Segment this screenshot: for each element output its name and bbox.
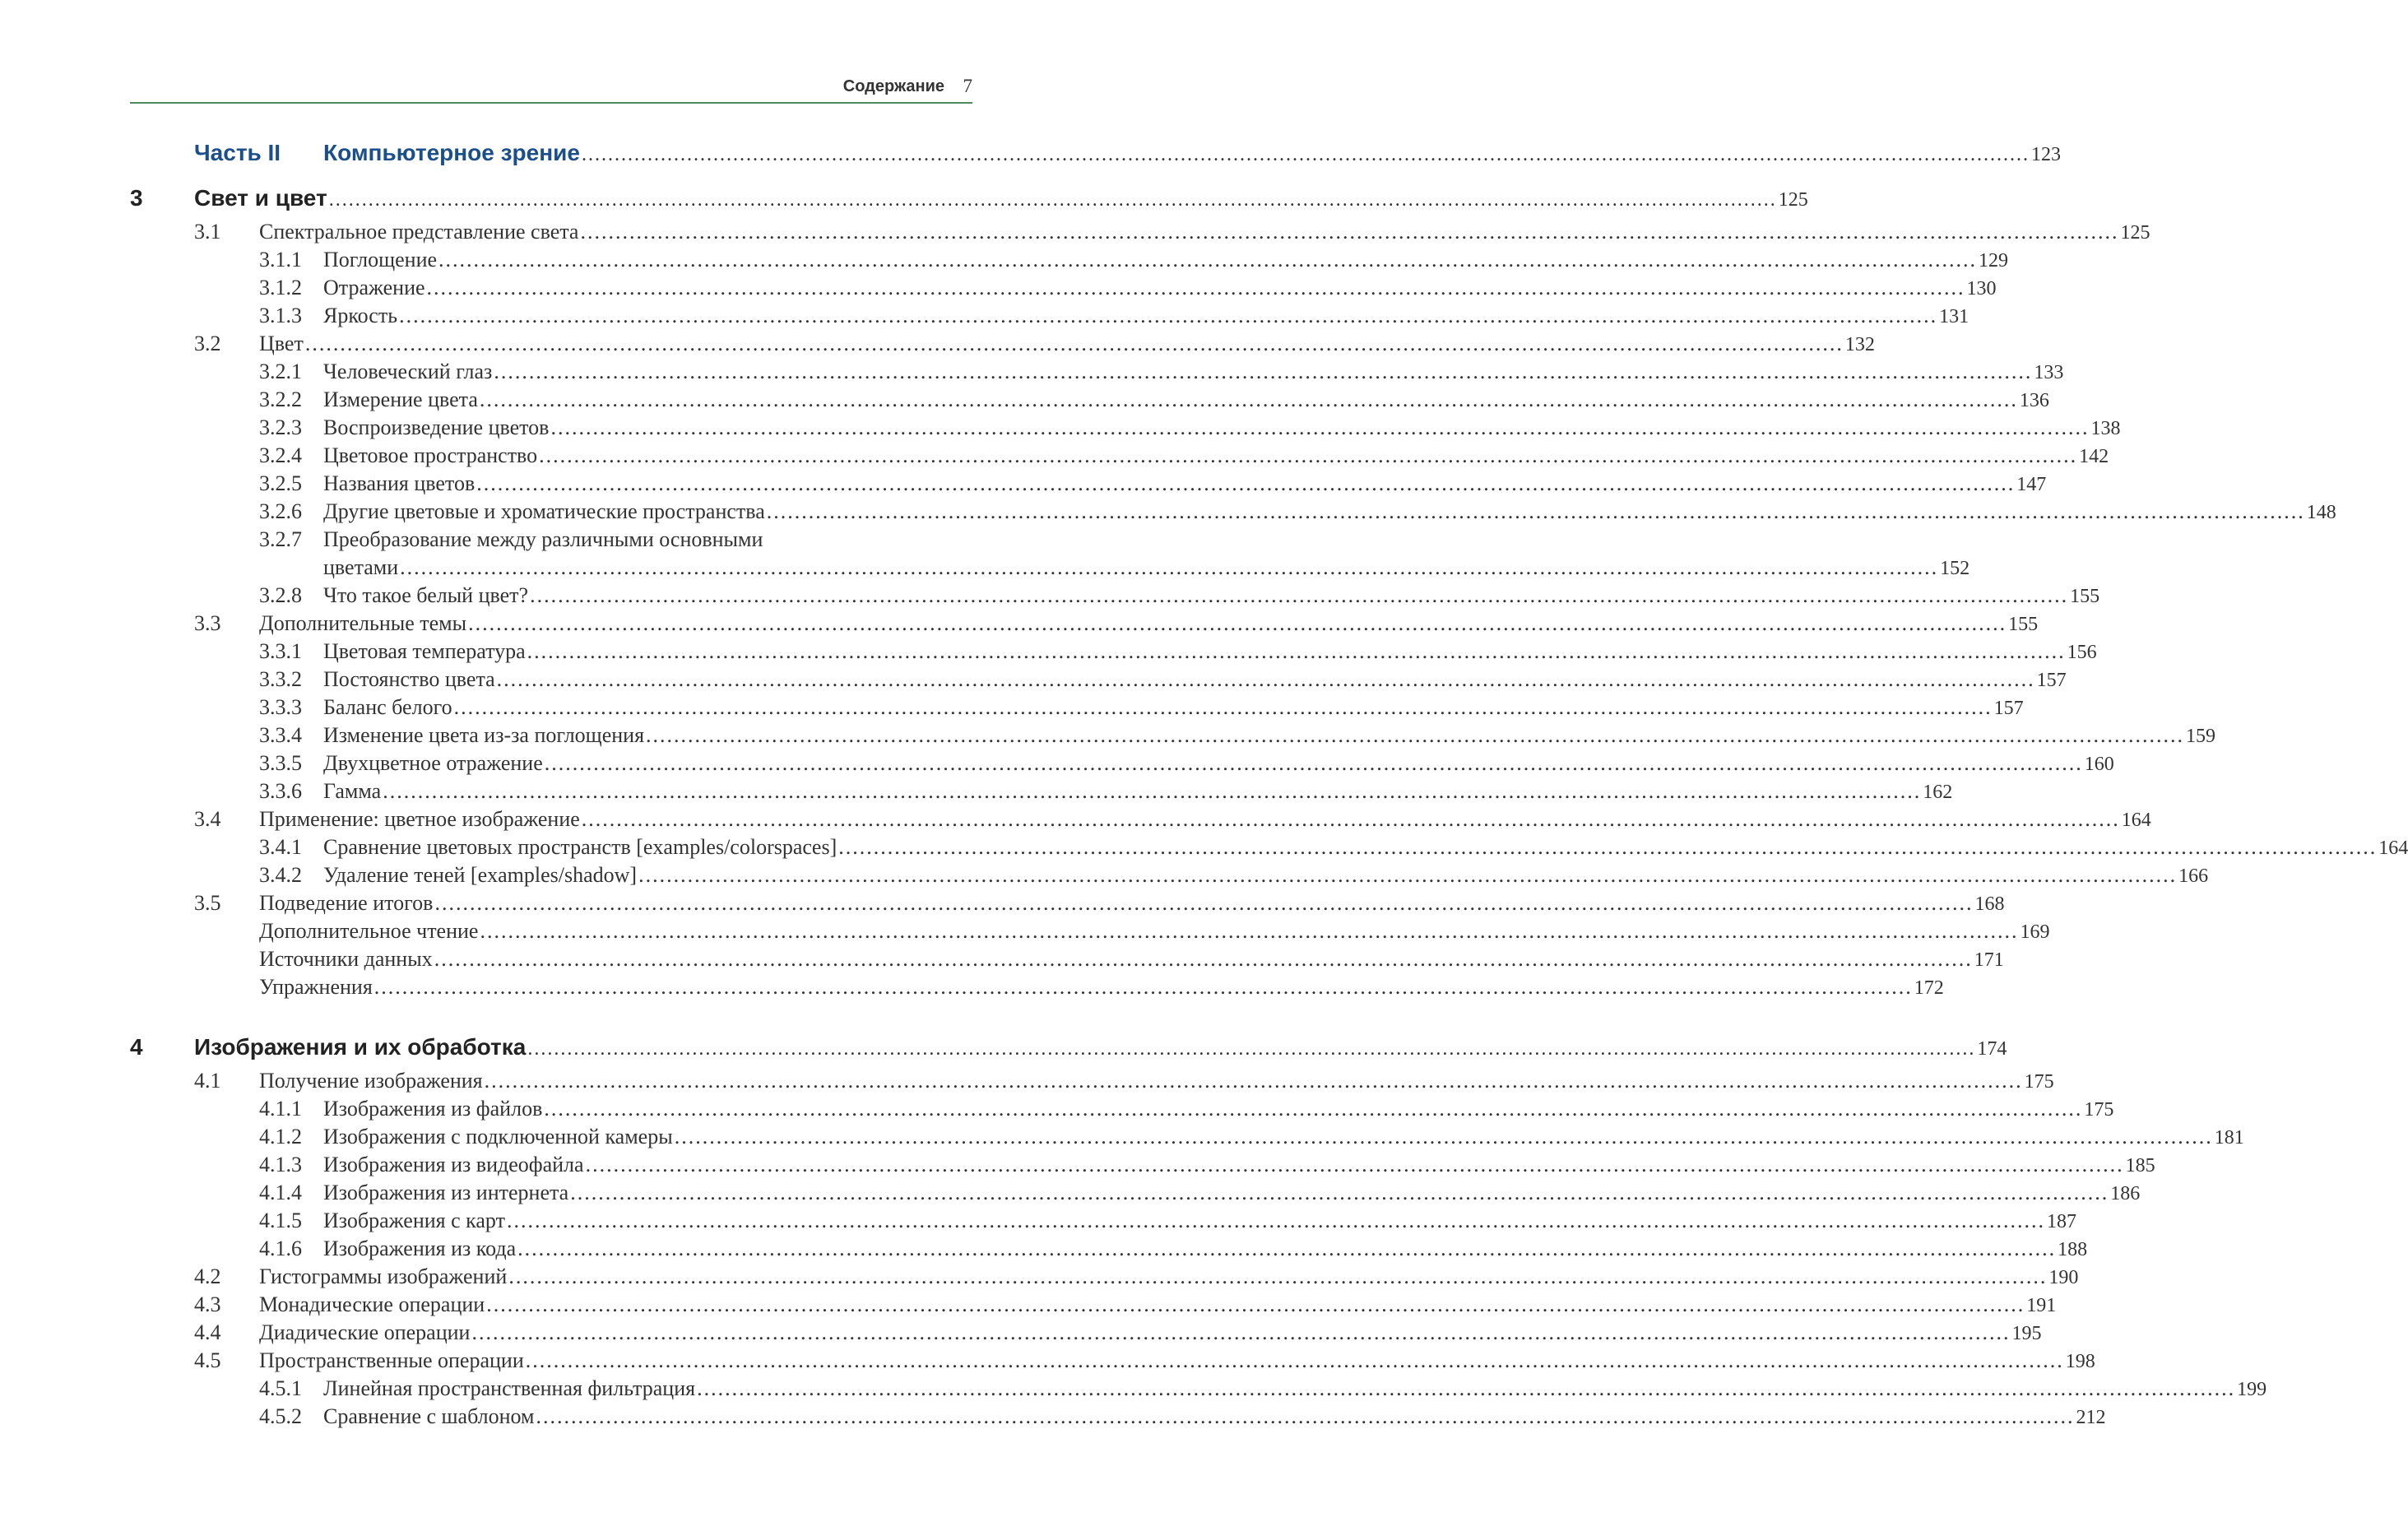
subsection-number: 3.2.5 bbox=[259, 471, 302, 495]
subsection-page: 155 bbox=[2070, 586, 2100, 607]
dot-leader: ............................................................................................................................................................................................................................ bbox=[484, 1069, 2023, 1093]
part-label: Часть II bbox=[194, 140, 281, 165]
subsection-title: Постоянство цвета bbox=[323, 667, 495, 691]
dot-leader: ............................................................................................................................................................................................................................ bbox=[508, 1264, 2048, 1288]
dot-leader: ............................................................................................................................................................................................................................ bbox=[544, 751, 2083, 775]
section-number: 4.1 bbox=[194, 1069, 221, 1093]
dot-leader: ............................................................................................................................................................................................................................ bbox=[468, 611, 2007, 635]
chapter-number: 3 bbox=[130, 185, 143, 211]
section-number: 4.2 bbox=[194, 1264, 221, 1288]
dot-leader: ............................................................................................................................................................................................................................ bbox=[525, 1348, 2064, 1372]
page-number: 7 bbox=[963, 76, 972, 96]
dot-leader: ............................................................................................................................................................................................................................ bbox=[383, 779, 1922, 803]
subsection-title: Измерение цвета bbox=[323, 387, 478, 411]
section-title: Применение: цветное изображение bbox=[259, 807, 580, 831]
toc-section-entry[interactable] bbox=[0, 807, 2151, 833]
dot-leader: ............................................................................................................................................................................................................................ bbox=[479, 387, 2018, 411]
subsection-number: 3.4.1 bbox=[259, 835, 302, 859]
subsection-number: 3.1.2 bbox=[259, 276, 302, 299]
subsection-page: 212 bbox=[2076, 1407, 2106, 1428]
toc-section-entry[interactable] bbox=[0, 975, 1944, 1001]
toc-section-entry[interactable] bbox=[0, 1069, 2054, 1095]
subsection-page: 181 bbox=[2214, 1127, 2244, 1148]
dot-leader: ............................................................................................................................................................................................................................ bbox=[399, 304, 1938, 327]
toc-subsection-entry[interactable] bbox=[0, 1404, 2106, 1431]
subsection-title: Сравнение с шаблоном bbox=[323, 1404, 535, 1428]
subsection-title: Баланс белого bbox=[323, 695, 452, 719]
chapter-page: 174 bbox=[1977, 1038, 2007, 1060]
subsection-number: 3.2.8 bbox=[259, 583, 302, 607]
chapter-page: 125 bbox=[1778, 189, 1808, 211]
subsection-page: 157 bbox=[2036, 670, 2067, 691]
section-number: 4.3 bbox=[194, 1292, 221, 1316]
toc-part-entry[interactable] bbox=[0, 140, 2061, 169]
toc-subsection-entry[interactable] bbox=[0, 751, 2114, 777]
subsection-number: 3.1.3 bbox=[259, 304, 302, 327]
subsection-page: 160 bbox=[2084, 754, 2114, 775]
dot-leader: ............................................................................................................................................................................................................................ bbox=[304, 332, 1844, 355]
section-page: 168 bbox=[1974, 893, 2005, 915]
subsection-title: Другие цветовые и хроматические пространства bbox=[323, 499, 765, 523]
section-page: 169 bbox=[2020, 921, 2050, 943]
subsection-title: Цветовая температура bbox=[323, 639, 526, 663]
section-title: Подведение итогов bbox=[259, 891, 434, 915]
dot-leader: ............................................................................................................................................................................................................................ bbox=[453, 695, 1993, 719]
subsection-page: 131 bbox=[1939, 306, 1970, 327]
toc-subsection-entry[interactable] bbox=[0, 1153, 2155, 1179]
section-page: 195 bbox=[2011, 1323, 2042, 1344]
subsection-number: 3.3.5 bbox=[259, 751, 302, 775]
toc-chapter-entry[interactable] bbox=[0, 185, 1808, 215]
subsection-page: 188 bbox=[2058, 1239, 2088, 1260]
subsection-number: 3.1.1 bbox=[259, 248, 302, 271]
toc-subsection-continuation[interactable] bbox=[0, 555, 1970, 582]
dot-leader: ............................................................................................................................................................................................................................ bbox=[766, 499, 2305, 523]
toc-subsection-entry[interactable] bbox=[0, 863, 2209, 889]
section-number: 3.5 bbox=[194, 891, 221, 915]
dot-leader: ............................................................................................................................................................................................................................ bbox=[494, 360, 2033, 383]
dot-leader: ............................................................................................................................................................................................................................ bbox=[530, 583, 2069, 607]
dot-leader: ............................................................................................................................................................................................................................ bbox=[544, 1097, 2083, 1121]
section-number: 4.4 bbox=[194, 1320, 221, 1344]
toc-subsection-entry[interactable] bbox=[0, 1376, 2267, 1403]
toc-subsection-entry[interactable] bbox=[0, 499, 2336, 526]
dot-leader: ............................................................................................................................................................................................................................ bbox=[581, 807, 2120, 831]
toc-subsection-entry[interactable] bbox=[0, 835, 2408, 861]
subsection-number: 3.4.2 bbox=[259, 863, 302, 887]
dot-leader: ............................................................................................................................................................................................................................ bbox=[438, 248, 1978, 271]
section-number: 4.5 bbox=[194, 1348, 221, 1372]
toc-subsection-entry[interactable] bbox=[0, 471, 2047, 498]
section-page: 190 bbox=[2048, 1267, 2079, 1288]
part-page: 123 bbox=[2030, 144, 2061, 165]
dot-leader: ............................................................................................................................................................................................................................ bbox=[539, 443, 2078, 467]
dot-leader: ............................................................................................................................................................................................................................ bbox=[580, 220, 2119, 244]
toc-section-entry[interactable] bbox=[0, 220, 2150, 246]
subsection-page: 148 bbox=[2306, 502, 2336, 523]
toc-subsection-entry[interactable] bbox=[0, 1181, 2141, 1207]
section-title: Получение изображения bbox=[259, 1069, 483, 1093]
dot-leader: ............................................................................................................................................................................................................................ bbox=[570, 1181, 2109, 1204]
subsection-number: 4.1.4 bbox=[259, 1181, 302, 1204]
toc-subsection-entry[interactable] bbox=[0, 583, 2100, 610]
subsection-page: 157 bbox=[1993, 698, 2024, 719]
dot-leader: ............................................................................................................................................................................................................................ bbox=[838, 835, 2378, 859]
toc-section-entry[interactable] bbox=[0, 947, 2004, 973]
section-number: 3.2 bbox=[194, 332, 221, 355]
dot-leader: ............................................................................................................................................................................................................................ bbox=[471, 1320, 2011, 1344]
subsection-number: 4.1.2 bbox=[259, 1125, 302, 1148]
toc-subsection-entry[interactable] bbox=[0, 723, 2216, 749]
subsection-page: 156 bbox=[2067, 642, 2097, 663]
section-number: 3.4 bbox=[194, 807, 221, 831]
subsection-number: 3.3.1 bbox=[259, 639, 302, 663]
subsection-title: Изображения из интернета bbox=[323, 1181, 569, 1204]
subsection-title: Удаление теней [examples/shadow] bbox=[323, 863, 638, 887]
toc-section-entry[interactable] bbox=[0, 611, 2039, 638]
dot-leader: ............................................................................................................................................................................................................................ bbox=[506, 1209, 2045, 1232]
subsection-title: Сравнение цветовых пространств [examples/colorspaces] bbox=[323, 835, 837, 859]
subsection-page: 133 bbox=[2034, 362, 2064, 383]
toc-section-entry[interactable] bbox=[0, 1292, 2057, 1319]
section-title: Упражнения bbox=[259, 975, 373, 999]
dot-leader: ............................................................................................................................................................................................................................ bbox=[550, 415, 2090, 439]
chapter-title: Свет и цвет bbox=[194, 185, 327, 211]
subsection-page: 136 bbox=[2019, 390, 2049, 411]
dot-leader: ............................................................................................................................................................................................................................ bbox=[536, 1404, 2075, 1428]
dot-leader: ............................................................................................................................................................................................................................ bbox=[496, 667, 2035, 691]
section-title: Дополнительные темы bbox=[259, 611, 467, 635]
subsection-number: 4.1.6 bbox=[259, 1237, 302, 1260]
subsection-number: 4.1.3 bbox=[259, 1153, 302, 1176]
part-title: Компьютерное зрение bbox=[323, 140, 580, 165]
subsection-title: Человеческий глаз bbox=[323, 360, 493, 383]
subsection-number: 3.2.4 bbox=[259, 443, 302, 467]
section-page: 125 bbox=[2120, 222, 2150, 244]
toc-subsection-entry[interactable] bbox=[0, 1125, 2244, 1151]
section-page: 191 bbox=[2026, 1295, 2057, 1316]
dot-leader: ............................................................................................................................................................................................................................ bbox=[328, 189, 1777, 211]
subsection-number: 3.3.2 bbox=[259, 667, 302, 691]
toc-chapter-entry[interactable] bbox=[0, 1034, 2007, 1064]
section-title: Диадические операции bbox=[259, 1320, 471, 1344]
subsection-title: Яркость bbox=[323, 304, 398, 327]
dot-leader: ............................................................................................................................................................................................................................ bbox=[527, 639, 2066, 663]
toc-subsection-entry[interactable] bbox=[0, 527, 1069, 554]
section-page: 164 bbox=[2121, 810, 2151, 831]
section-title: Дополнительное чтение bbox=[259, 919, 479, 943]
subsection-page: 199 bbox=[2237, 1379, 2267, 1400]
dot-leader: ............................................................................................................................................................................................................................ bbox=[486, 1292, 2025, 1316]
subsection-page: 186 bbox=[2110, 1183, 2141, 1204]
dot-leader: ............................................................................................................................................................................................................................ bbox=[434, 891, 1974, 915]
subsection-number: 3.2.1 bbox=[259, 360, 302, 383]
dot-leader: ............................................................................................................................................................................................................................ bbox=[585, 1153, 2124, 1176]
subsection-title: Отражение bbox=[323, 276, 425, 299]
dot-leader: ............................................................................................................................................................................................................................ bbox=[697, 1376, 2236, 1400]
toc-subsection-entry[interactable] bbox=[0, 360, 2064, 386]
toc-subsection-entry[interactable] bbox=[0, 387, 2049, 414]
section-page: 172 bbox=[1914, 977, 1944, 999]
subsection-page: 166 bbox=[2178, 865, 2209, 887]
subsection-title: Цветовое пространство bbox=[323, 443, 538, 467]
dot-leader: ............................................................................................................................................................................................................................ bbox=[527, 1038, 1976, 1060]
dot-leader: ............................................................................................................................................................................................................................ bbox=[646, 723, 2185, 747]
section-number: 3.1 bbox=[194, 220, 221, 244]
dot-leader: ............................................................................................................................................................................................................................ bbox=[400, 555, 1939, 579]
subsection-number: 4.1.1 bbox=[259, 1097, 302, 1121]
subsection-number: 3.2.3 bbox=[259, 415, 302, 439]
subsection-title: Изменение цвета из-за поглощения bbox=[323, 723, 645, 747]
toc-section-entry[interactable] bbox=[0, 1264, 2079, 1291]
dot-leader: ............................................................................................................................................................................................................................ bbox=[581, 144, 2030, 165]
toc-subsection-entry[interactable] bbox=[0, 1237, 2088, 1263]
toc-subsection-entry[interactable] bbox=[0, 1097, 2114, 1123]
subsection-number: 3.3.3 bbox=[259, 695, 302, 719]
chapter-title: Изображения и их обработка bbox=[194, 1034, 527, 1060]
subsection-title: Изображения с подключенной камеры bbox=[323, 1125, 673, 1148]
subsection-page: 138 bbox=[2090, 418, 2121, 439]
section-page: 155 bbox=[2008, 614, 2039, 635]
toc-section-entry[interactable] bbox=[0, 332, 1875, 358]
section-page: 175 bbox=[2024, 1071, 2054, 1093]
toc-subsection-entry[interactable] bbox=[0, 304, 1970, 330]
chapter-number: 4 bbox=[130, 1034, 143, 1060]
toc-subsection-entry[interactable] bbox=[0, 276, 1997, 302]
subsection-page: 164 bbox=[2378, 838, 2408, 859]
dot-leader: ............................................................................................................................................................................................................................ bbox=[434, 947, 1973, 971]
section-title: Спектральное представление света bbox=[259, 220, 579, 244]
section-page: 198 bbox=[2065, 1351, 2095, 1372]
subsection-title: Названия цветов bbox=[323, 471, 476, 495]
section-title: Монадические операции bbox=[259, 1292, 485, 1316]
subsection-title: Изображения из кода bbox=[323, 1237, 517, 1260]
subsection-number: 4.1.5 bbox=[259, 1209, 302, 1232]
subsection-number: 3.2.7 bbox=[259, 527, 302, 551]
subsection-number: 4.5.2 bbox=[259, 1404, 302, 1428]
toc-section-entry[interactable] bbox=[0, 919, 2050, 945]
subsection-number: 3.2.2 bbox=[259, 387, 302, 411]
toc-subsection-entry[interactable] bbox=[0, 695, 2024, 722]
toc-section-entry[interactable] bbox=[0, 1320, 2042, 1347]
toc-subsection-entry[interactable] bbox=[0, 415, 2121, 442]
section-number: 3.3 bbox=[194, 611, 221, 635]
subsection-title: Изображения из видеофайла bbox=[323, 1153, 584, 1176]
subsection-page: 159 bbox=[2186, 726, 2216, 747]
toc-subsection-entry[interactable] bbox=[0, 779, 1953, 805]
dot-leader: ............................................................................................................................................................................................................................ bbox=[426, 276, 1965, 299]
section-page: 171 bbox=[1974, 949, 2004, 971]
section-title: Цвет bbox=[259, 332, 304, 355]
toc-subsection-entry[interactable] bbox=[0, 443, 2109, 470]
subsection-title: Гамма bbox=[323, 779, 382, 803]
dot-leader: ............................................................................................................................................................................................................................ bbox=[373, 975, 1913, 999]
subsection-title: Преобразование между различными основными bbox=[323, 527, 763, 551]
toc-section-entry[interactable] bbox=[0, 891, 2005, 917]
dot-leader: ............................................................................................................................................................................................................................ bbox=[638, 863, 2178, 887]
section-title: Источники данных bbox=[259, 947, 433, 971]
toc-section-entry[interactable] bbox=[0, 1348, 2095, 1375]
subsection-page: 162 bbox=[1923, 782, 1953, 803]
toc-subsection-entry[interactable] bbox=[0, 248, 2009, 274]
subsection-title: Что такое белый цвет? bbox=[323, 583, 529, 607]
subsection-number: 4.5.1 bbox=[259, 1376, 302, 1400]
subsection-title: Поглощение bbox=[323, 248, 438, 271]
subsection-page: 129 bbox=[1979, 250, 2009, 271]
subsection-page: 142 bbox=[2079, 446, 2109, 467]
toc-subsection-entry[interactable] bbox=[0, 639, 2097, 666]
subsection-number: 3.3.4 bbox=[259, 723, 302, 747]
section-page: 132 bbox=[1844, 334, 1875, 355]
section-title: Пространственные операции bbox=[259, 1348, 524, 1372]
toc-subsection-entry[interactable] bbox=[0, 667, 2067, 694]
subsection-title: Изображения из файлов bbox=[323, 1097, 543, 1121]
subsection-number: 3.3.6 bbox=[259, 779, 302, 803]
subsection-title: Воспроизведение цветов bbox=[323, 415, 550, 439]
dot-leader: ............................................................................................................................................................................................................................ bbox=[480, 919, 2019, 943]
subsection-page: 187 bbox=[2046, 1211, 2076, 1232]
subsection-page: 175 bbox=[2084, 1099, 2114, 1121]
section-title: Гистограммы изображений bbox=[259, 1264, 508, 1288]
subsection-page: 152 bbox=[1940, 558, 1970, 579]
running-header-title: Содержание bbox=[842, 77, 944, 95]
subsection-title: Двухцветное отражение bbox=[323, 751, 543, 775]
subsection-title-continued: цветами bbox=[323, 555, 399, 579]
subsection-number: 3.2.6 bbox=[259, 499, 302, 523]
subsection-page: 130 bbox=[1966, 278, 1997, 299]
subsection-page: 147 bbox=[2016, 474, 2047, 495]
dot-leader: ............................................................................................................................................................................................................................ bbox=[517, 1237, 2057, 1260]
dot-leader: ............................................................................................................................................................................................................................ bbox=[476, 471, 2016, 495]
subsection-title: Линейная пространственная фильтрация bbox=[323, 1376, 696, 1400]
subsection-title: Изображения с карт bbox=[323, 1209, 505, 1232]
subsection-page: 185 bbox=[2125, 1155, 2155, 1176]
toc-subsection-entry[interactable] bbox=[0, 1209, 2076, 1235]
dot-leader: ............................................................................................................................................................................................................................ bbox=[674, 1125, 2213, 1148]
